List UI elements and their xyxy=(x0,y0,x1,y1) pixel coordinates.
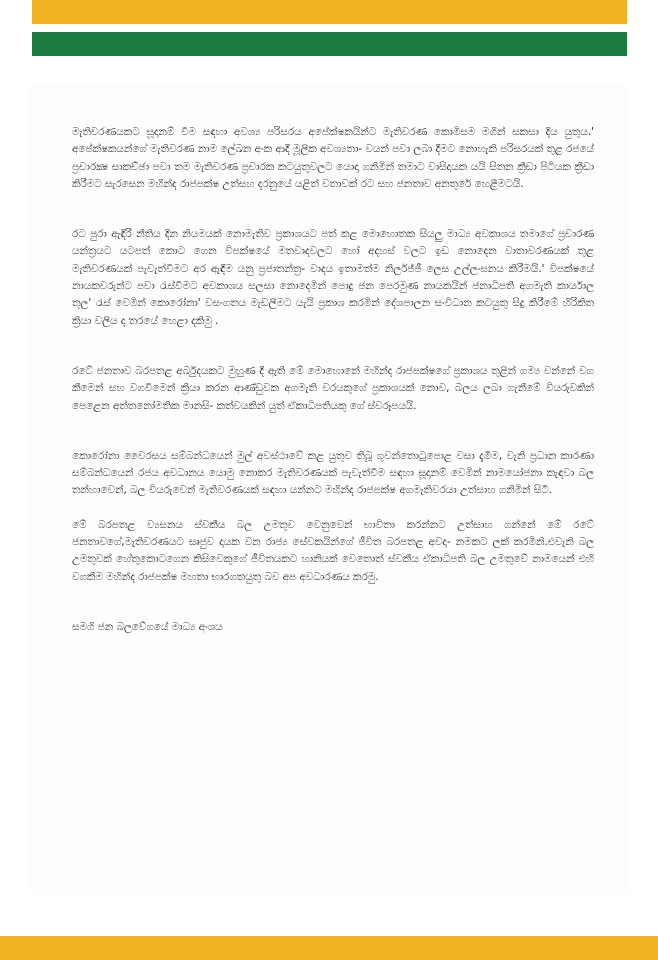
paragraph-2: රට පුරා ඇඳිරි නීතිය දින නියමයක් නොමැතිව ප්‍රකාශයට පත් කළ මොහොතක සියලු මාධ්‍ය අවකාශය තමාගේ ප්‍රචාරණ යන්ත්‍රයට යටපත් කොට ගෙන විපක්ෂයේ මතවාදවලට හෝ අදහස් වලට ඉඩ නොදෙන වාතාවරණයක් තුළ මැතිවරණයක් පැවැත්වීමට අර ඇඳීම යනු ප්‍රජාතන්ත්‍ර- වාදය ඉතාමත්ම නිර්ලජ්ජී ලෙස උල්ලංඝනය කිරීමයි.' විපක්ෂයේ නායකවරුන්ට පවා රැස්වීමට අවකාශය සලසා නොදෙමින් පොදු ජන පෙරමුණ නායකයින් ජනාධිපති අගමැති කාර්යාල තුල' රැස් වෙමින් කොරෝනා' වසංගතය මැඩලීමට යැයි ප්‍රකාශ කරමින් දේශපාලන සංවිධාන කටයුතු සිදු කිරීමේ හිරිකිත ක්‍රියා වලිය ද තරයේ හෙළා දකිමු . xyxy=(72,228,594,327)
header-gold-band xyxy=(32,0,627,24)
paragraph-3: රටේ ජනතාව බරපතළ අර්බුදයකට මුහුණ දී ඇති මේ මොහොතේ මහින්ද රාජපක්ෂගේ ප්‍රකාශය තුළින් ගම්‍ය වන්නේ වග කීමෙන් සහ වගවීමෙන් ක්‍රියා කරන ආණ්ඩුවක අගමැති වරයකුගේ ප්‍රකාශයක් නොව, බලය ලබා ගැනීමේ වියරුවකින් පෙළෙන අත්තනෝමතික මානසි- කත්වයකින් යුත් ඒකාධිපතියකු ගේ ස්වරූපයයි. xyxy=(72,364,594,412)
paragraph-5: මේ බරපතළ ව්‍යසනය ස්වකීය බල උමතුව වෙනුවෙන් භාවිතා කරන්නට උත්සාහ ගන්නේ මේ රටේ ජනතාවගේ,මැතිවරණයට සෘජුව දායක වන රාජ්‍ය සේවකයින්ගේ ජීවිත බරපතළ අවදා- නමකට ලක් කරමිනි.එවැනි බල උමතුවක් හේතුකොටගෙන කිසිවෙකුගේ ජීවිතයකට හානියක් වෙතොත් ස්වකීය ඒකාධිපති බල උමතුවේ නාමයෙන් එහි වගකීම මහින්ද රාජපක්ෂ මහතා භාරගතයුතු බව අප අවධාරණය කරමු. xyxy=(72,518,594,583)
header-green-band xyxy=(32,32,627,56)
footer-gold-band xyxy=(0,936,658,960)
paragraph-1: මැතිවරණයකට සූදානම් වීම සඳහා අවශ්‍ය පරිසරය අපේක්ෂකයින්ට මැතිවරණ කොමිසම මගින් සකසා දිය යුතුය.' අපේක්ෂකයන්ගේ මැතිවරණ නාම ලේඛන අංක ආදී මූලික අවශ්‍යතා- වයන් පවා ලබා දීමට නොහැකි පරිසරයක් තුළ රජයේ ප්‍රචාරක්‍ෂ සාකච්ඡා පවා තම මැතිවරණ ප්‍රචාරක කටයුතුවලට යොදා ගනිමින් තමාට වාසිදායක යයි සිතන ක්‍රීඩා පිටියක ක්‍රීඩා කිරීමට සැරසෙන මහින්ද රාජපක්ෂ උත්සහ දරනුයේ යළිත් වතාවක් රට සහ ජනතාව අනතුරේ හෙළීමටයි. xyxy=(72,126,594,190)
document-body xyxy=(72,124,594,636)
paragraph-4: කොරෝනා වෛරසය සම්බන්ධයෙන් මුල් අවස්ථාවේ කළ යුතුව තිබූ ගුවන්තොටුපොළ වසා දැමීම, වැනි ප්‍රධාන කාරණා සම්බන්ධයෙන් රජය අවධානය යොමු නොකර මැතිවරණයක් පැවැත්වීම සඳහා සූදානම් වෙමින් නාමයෝජනා කැඳවා බල තන්හාවෙන්, බල වියරුවෙන් මැතිවරණයක් සඳහා යන්නට මහින්ද රාජපක්ෂ අගමැතිවරයා උත්සාහ ගනිමින් සිටී. xyxy=(72,449,594,497)
signature-line: සමගි ජන බලවේගයේ මාධ්‍ය අංශය xyxy=(72,620,223,633)
